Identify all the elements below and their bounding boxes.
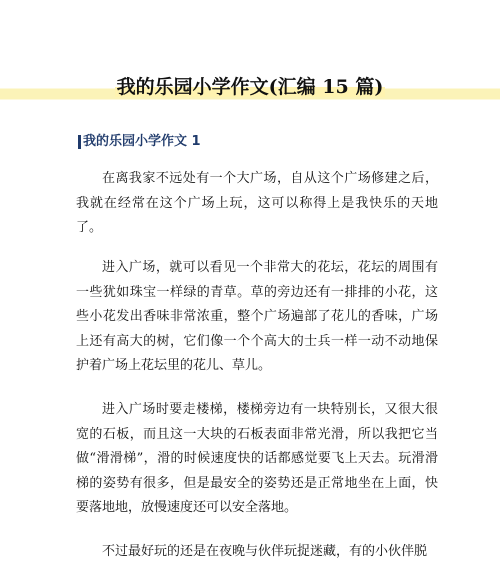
- section-heading-text: 我的乐园小学作文 1: [83, 134, 201, 149]
- section-heading: [78, 132, 201, 152]
- paragraph-1: 在离我家不远处有一个大广场，自从这个广场修建之后，我就在经常在这个广场上玩，这可以称得上是我快乐的天地了。: [76, 171, 438, 235]
- document-title-text: 我的乐园小学作文(汇编 15 篇): [116, 76, 384, 98]
- paragraph-2: 进入广场，就可以看见一个非常大的花坛，花坛的周围有一些犹如珠宝一样绿的青草。草的旁边还有一排排的小花，这些小花发出香味非常浓重，整个广场遍部了花儿的香味，广场上还有高大的树，它们像一个个高大的士兵一样一动不动地保护着广场上花坛里的花儿、草儿。: [76, 260, 438, 373]
- heading-marker-bar: [78, 135, 81, 149]
- paragraph-3: 进入广场时要走楼梯，楼梯旁边有一块特别长，又很大很宽的石板，而且这一大块的石板表面非常光滑，所以我把它当做“滑滑梯”，滑的时候速度快的话都感觉要飞上天去。玩滑滑梯的姿势有很多，但是最安全的姿势还是正常地坐在上面，快要落地地，放慢速度还可以安全落地。: [76, 402, 438, 515]
- paragraph-4: 不过最好玩的还是在夜晚与伙伴玩捉迷藏，有的小伙伴脱: [102, 544, 428, 559]
- document-title: [0, 72, 500, 102]
